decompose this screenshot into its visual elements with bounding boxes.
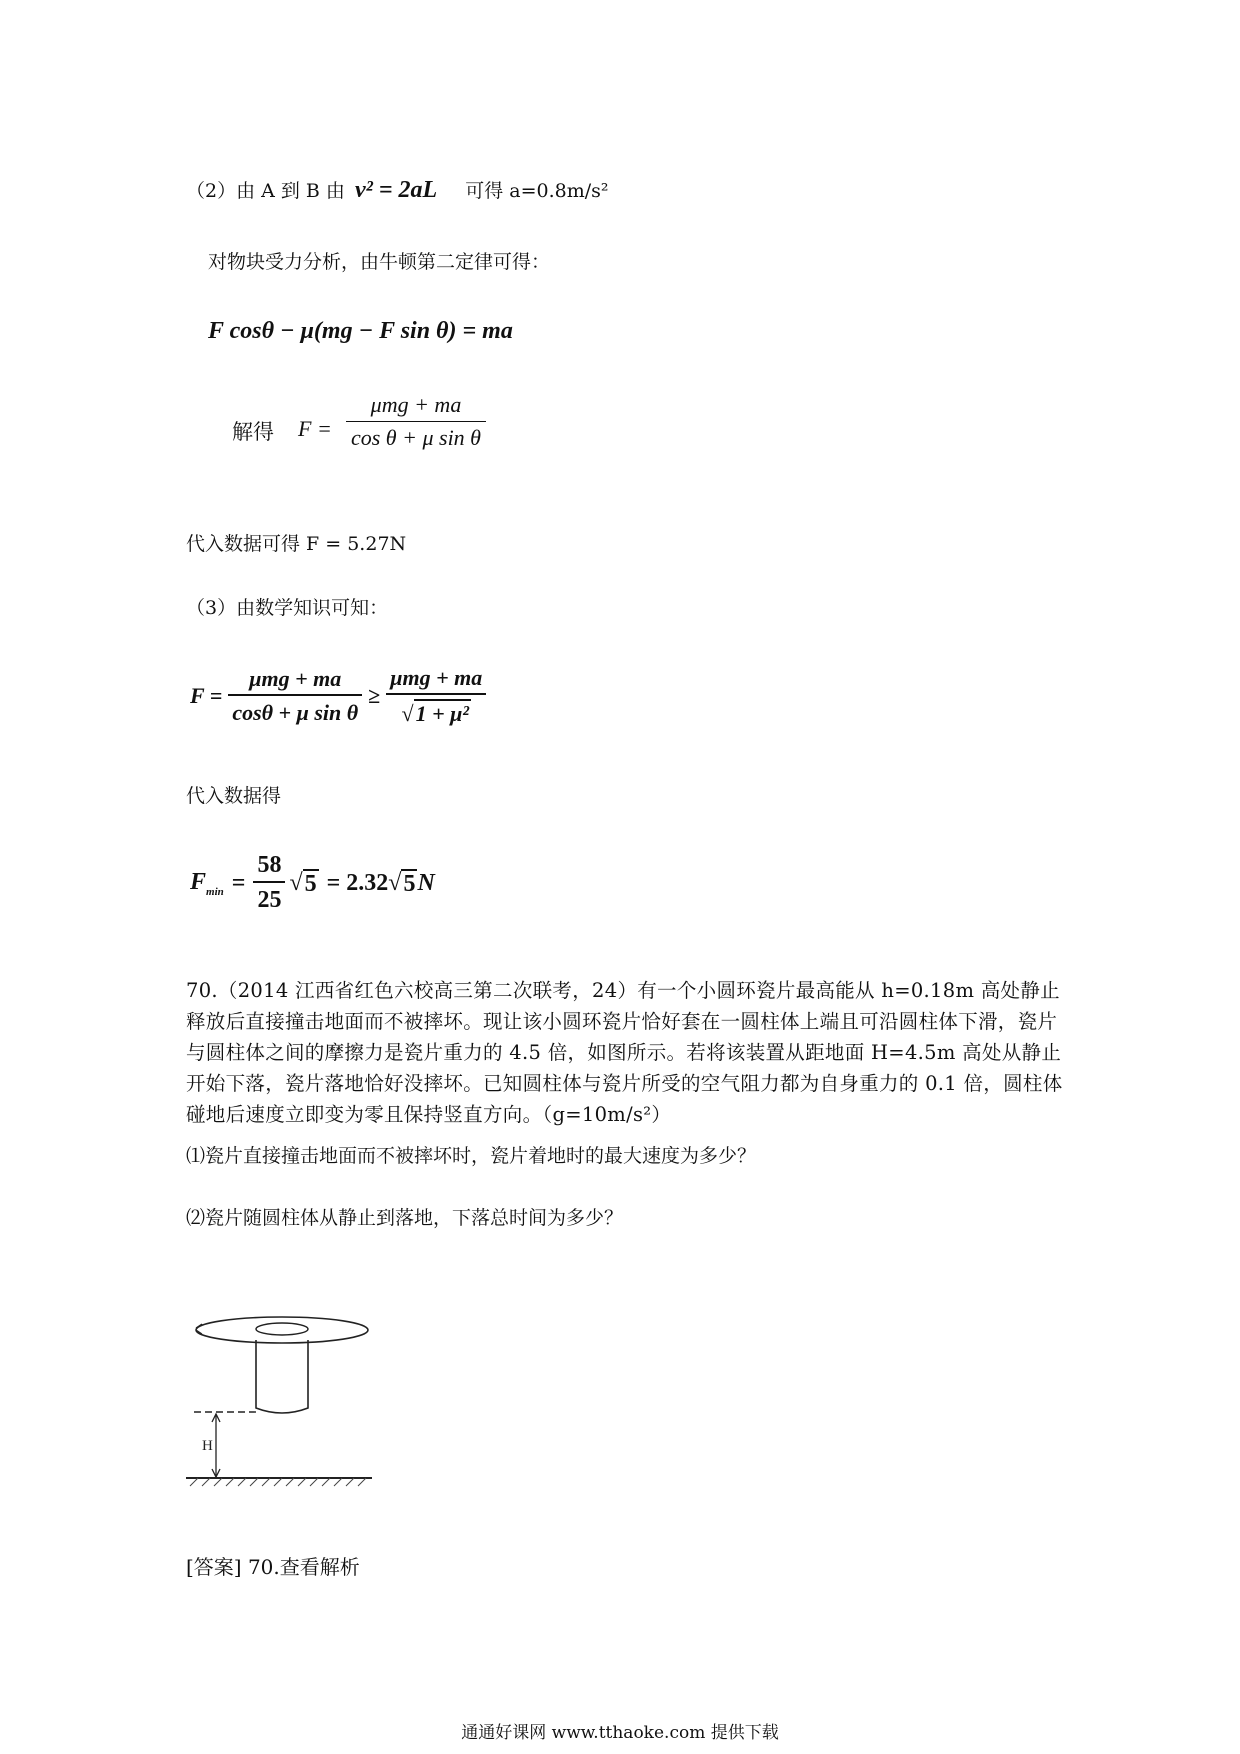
ineq-lhs: F = [190,683,223,708]
inequality-equation [190,665,486,727]
final-lhs [190,869,224,898]
final-radicand-2: 5 [403,870,416,897]
final-radicand-1: 5 [304,870,317,897]
sqrt-sign-icon: √ [289,869,303,896]
ineq-denominator-1: cosθ + μ sin θ [232,700,359,725]
final-fraction [253,852,285,914]
problem-70-text: 70.（2014 江西省红色六校高三第二次联考，24）有一个小圆环瓷片最高能从 h=0.18m 高处静止释放后直接撞击地面而不被摔坏。现让该小圆环瓷片恰好套在一圆柱体上端且可沿圆柱体下滑，瓷片与圆柱体之间的摩擦力是瓷片重力的 4.5 倍，如图所示。若将该装置从距地面 H=4.5m 高处从静止开始下落，瓷片落地恰好没摔坏。已知圆柱体与瓷片所受的空气阻力都为自身重力的 0.1 倍，圆柱体碰地后速度立即变为零且保持竖直方向。（g=10m/s²） [186,979,1063,1126]
substitution-result-1: 代入数据可得 F = 5.27N [186,533,407,555]
final-numerator: 58 [253,852,285,883]
answer-line: [答案] 70.查看解析 [186,1555,360,1579]
page-footer: 通通好课网 www.tthaoke.com 提供下载 [461,1723,779,1743]
height-arrow-icon [212,1414,220,1477]
problem-70-question-1: ⑴瓷片直接撞击地面而不被摔坏时，瓷片着地时的最大速度为多少？ [186,1145,757,1167]
ineq-denominator-2 [386,695,486,727]
final-equals-1: = [231,869,246,896]
kinematics-equation: v² = 2aL [354,177,438,203]
final-unit: N [417,869,435,896]
cylinder-icon [256,1340,308,1413]
solution-step-2-line [186,176,609,205]
step-2-result: 可得 a=0.8m/s² [465,180,609,202]
ineq-radicand: 1 + μ² [415,701,469,726]
final-lhs-symbol: F [190,868,207,895]
sqrt-sign-icon: √ [401,701,414,726]
problem-70-question-2: ⑵瓷片随圆柱体从静止到落地，下落总时间为多少？ [186,1207,624,1229]
height-label: H [202,1438,213,1454]
solve-denominator: cos θ + μ sin θ [350,425,481,450]
final-denominator: 25 [257,887,282,913]
solution-step-3-intro: （3）由数学知识可知： [186,597,389,619]
final-lhs-subscript: min [206,885,224,898]
ring-plate-icon [196,1317,368,1343]
step-2-prefix: （2）由 A 到 B 由 [186,180,345,202]
solve-numerator: μmg + ma [346,392,486,422]
ineq-fraction-1 [228,666,362,726]
ineq-numerator-2: μmg + ma [386,665,486,695]
ineq-fraction-2 [386,665,486,727]
solve-fraction [346,392,486,451]
solve-label: 解得 [232,420,274,444]
newton-second-law-equation: F cosθ − μ(mg − F sin θ) = ma [208,318,513,344]
ground-hatching-icon [186,1478,372,1486]
ineq-relation: ≥ [368,683,381,708]
solve-lhs: F = [298,416,332,441]
sqrt-sign-icon: √ [388,869,402,896]
force-analysis-intro: 对物块受力分析，由牛顿第二定律可得： [208,251,551,273]
ineq-numerator-1: μmg + ma [228,666,362,696]
cylinder-ring-diagram [186,1300,376,1500]
final-result-equation [190,852,435,914]
final-equals-2: = 2.32 [326,869,389,896]
substitution-intro-2: 代入数据得 [186,785,282,807]
